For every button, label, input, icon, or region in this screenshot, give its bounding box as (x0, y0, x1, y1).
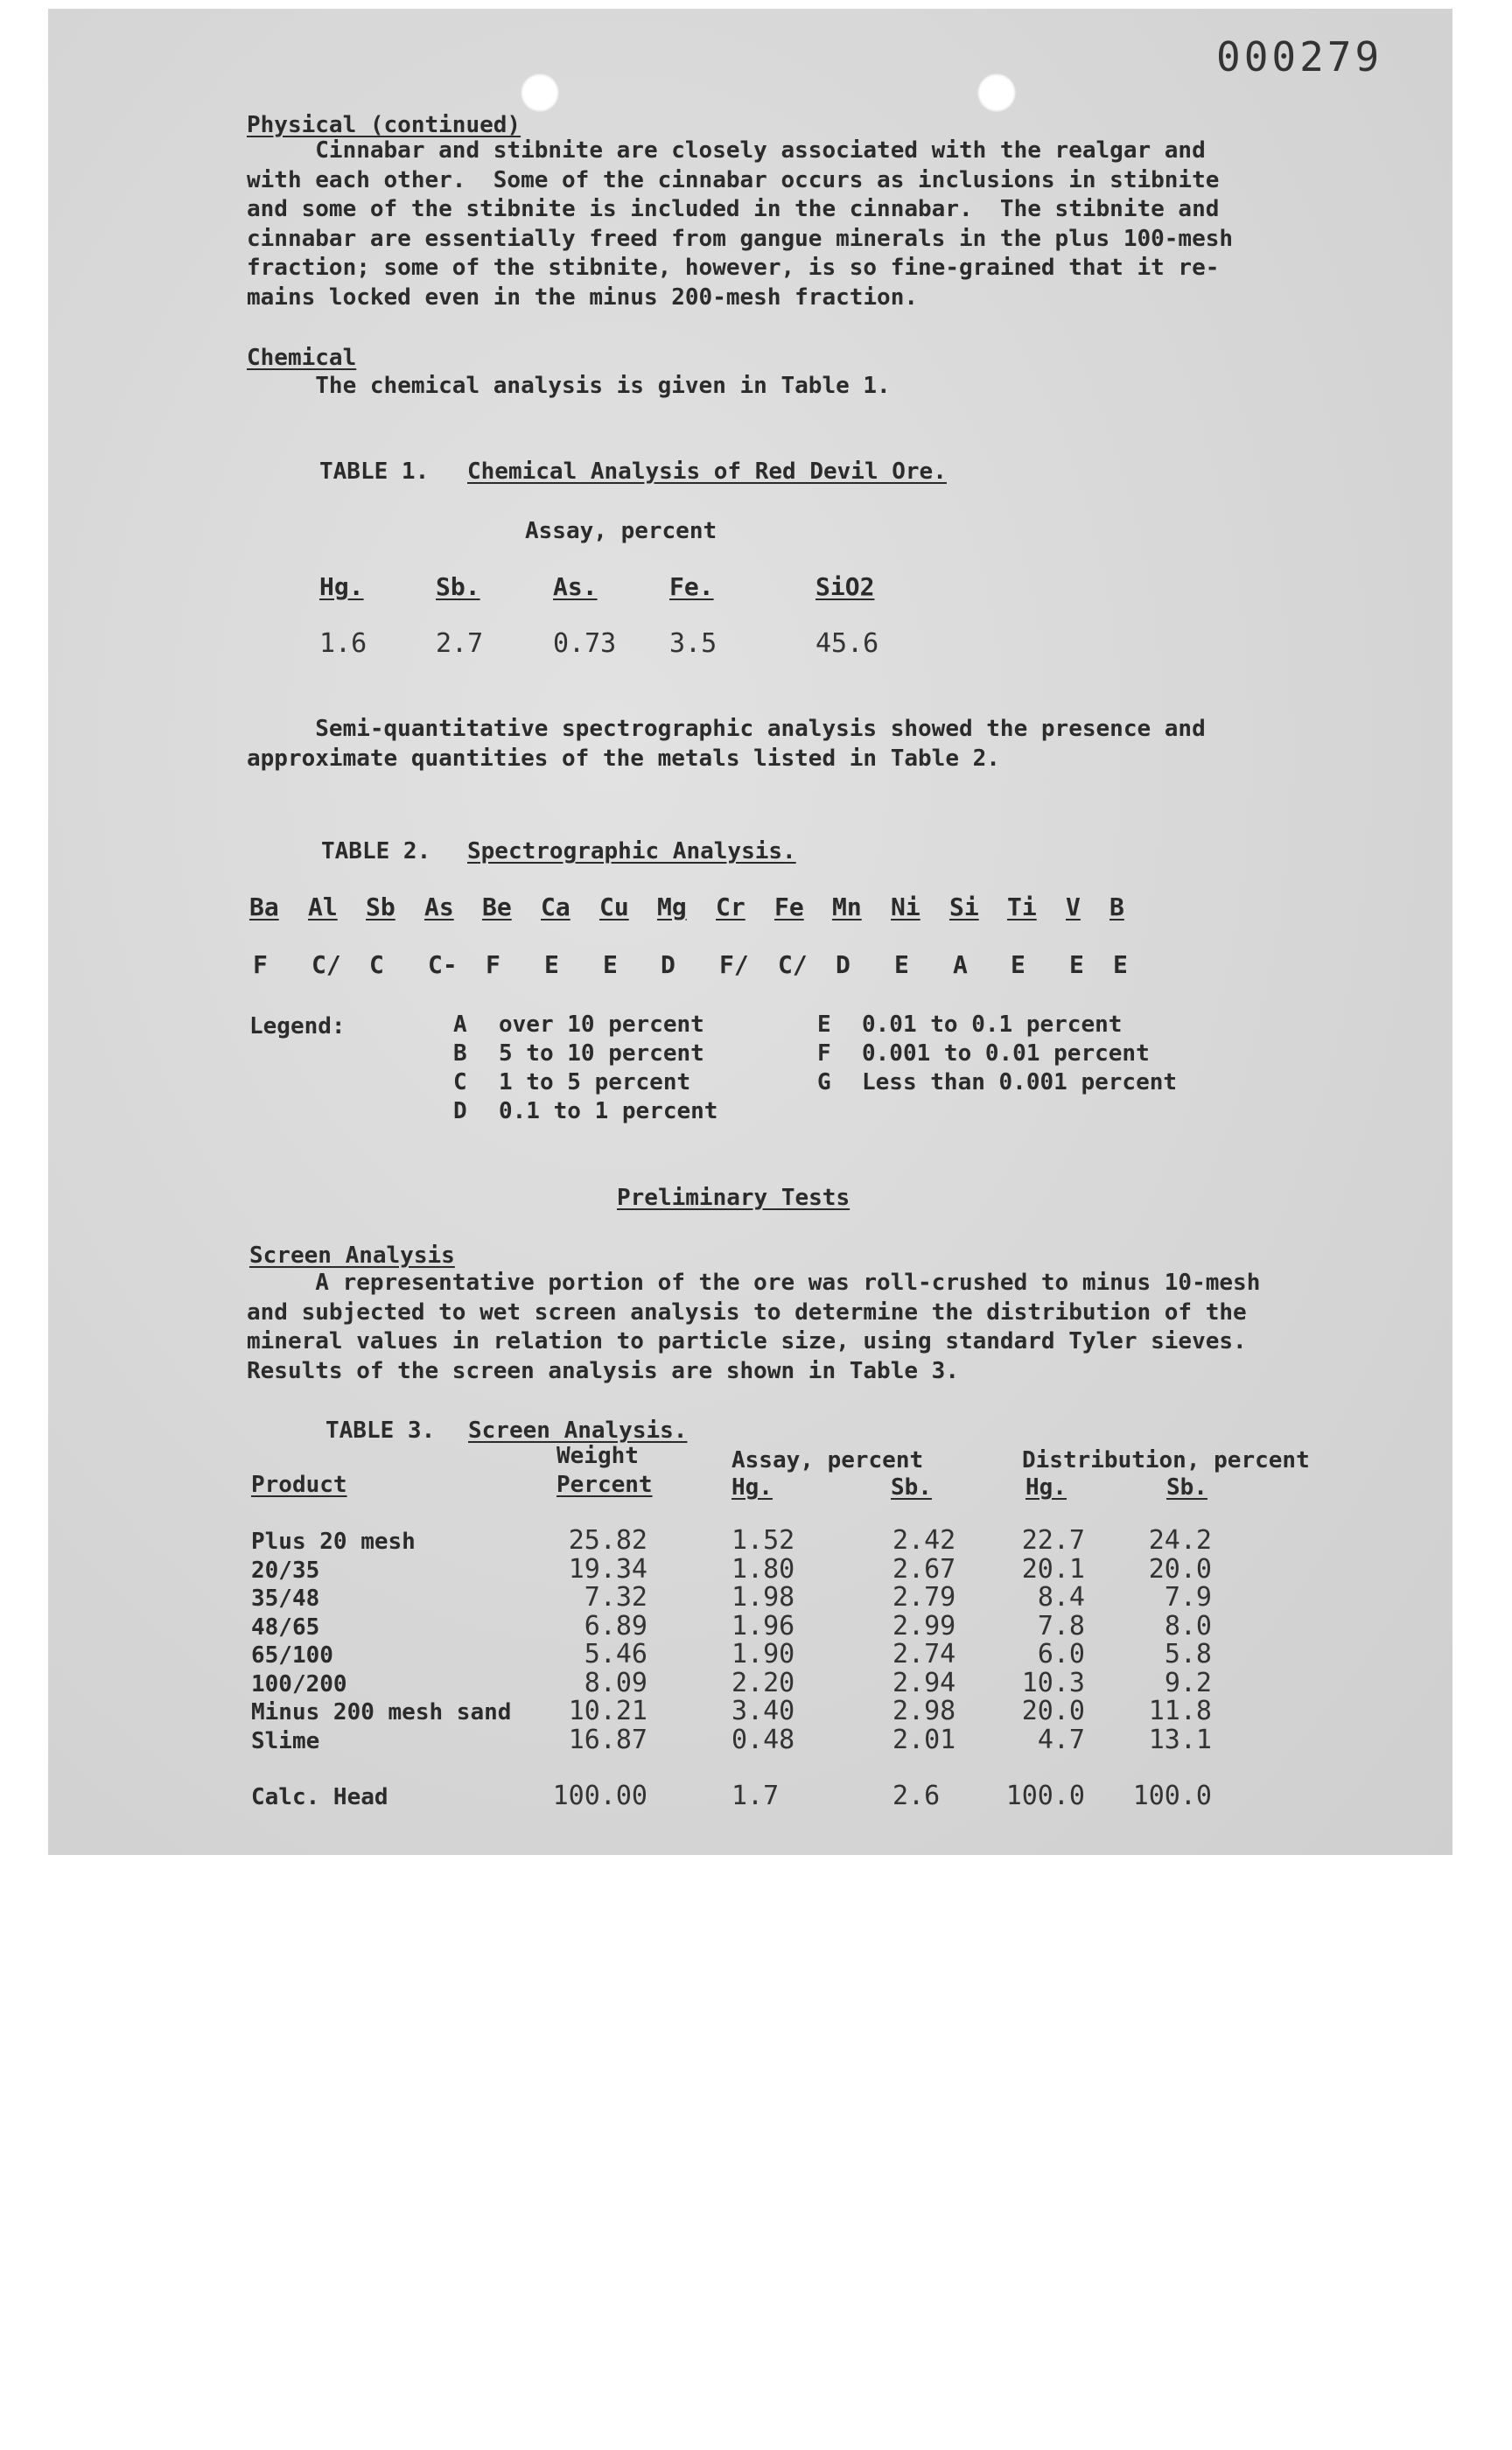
table3-weight: 7.32 (584, 1582, 648, 1613)
legend-text: 0.1 to 1 percent (499, 1098, 718, 1124)
table3-product: Slime (251, 1727, 320, 1754)
table2-element: Ni (891, 892, 920, 921)
table1-value: 2.7 (436, 628, 484, 659)
table3-assay-sb: 2.01 (892, 1724, 956, 1755)
table1-value: 1.6 (319, 628, 368, 659)
table3-dist-sb: 7.9 (1164, 1582, 1212, 1613)
table2-element: Cu (599, 892, 629, 921)
table3-weight: 100.00 (552, 1781, 648, 1811)
table3-dist-sb: 20.0 (1148, 1553, 1212, 1585)
screen-analysis-heading: Screen Analysis (249, 1242, 455, 1269)
screen-analysis-paragraph (247, 1269, 1260, 1386)
text-line: mineral values in relation to particle size, using standard Tyler sieves. (247, 1328, 1247, 1354)
table2-code: C (369, 950, 384, 979)
table3-weight-header: Weight (556, 1443, 639, 1469)
punch-hole (521, 74, 559, 112)
table3-assay-sb-header: Sb. (891, 1474, 932, 1501)
table3-dist-sb: 13.1 (1148, 1724, 1212, 1755)
table3-product: 48/65 (251, 1614, 320, 1641)
text-line: Semi-quantitative spectrographic analysis showed the presence and (247, 716, 1206, 742)
table3-assay-header: Assay, percent (732, 1447, 924, 1474)
table3-weight: 16.87 (568, 1724, 648, 1755)
text-line: Results of the screen analysis are shown in Table 3. (247, 1357, 959, 1384)
physical-heading: Physical (continued) (247, 112, 522, 138)
table3-assay-hg: 1.96 (732, 1610, 795, 1642)
table2-code: E (1113, 950, 1128, 979)
table1-value: 0.73 (553, 628, 617, 659)
table2-element: Be (482, 892, 512, 921)
table1-header: SiO2 (816, 572, 875, 601)
legend-text: 0.001 to 0.01 percent (862, 1040, 1150, 1067)
text-line: fraction; some of the stibnite, however, is so fine-grained that it re- (247, 255, 1220, 281)
punch-hole (977, 74, 1016, 112)
table1-header: Sb. (436, 572, 480, 601)
table2-code: E (1069, 950, 1084, 979)
table3-dist-hg: 7.8 (1037, 1610, 1085, 1642)
table3-assay-hg: 1.7 (732, 1781, 780, 1811)
table2-code: E (1011, 950, 1026, 979)
legend-code: D (453, 1098, 467, 1124)
table3-dist-sb: 8.0 (1164, 1610, 1212, 1642)
table2-element: B (1110, 892, 1124, 921)
text-line: mains locked even in the minus 200-mesh fraction. (247, 284, 919, 311)
table2-code: E (544, 950, 559, 979)
table2-element: Ba (249, 892, 279, 921)
table3-dist-hg: 22.7 (1021, 1525, 1085, 1556)
table2-code: E (603, 950, 618, 979)
table2-element: V (1066, 892, 1081, 921)
table3-weight: 10.21 (568, 1696, 648, 1726)
table3-assay-hg: 0.48 (732, 1724, 795, 1755)
text-line: and some of the stibnite is included in the cinnabar. The stibnite and (247, 196, 1220, 222)
legend-code: E (817, 1012, 831, 1038)
table2-element: Mg (657, 892, 687, 921)
table2-element: Si (949, 892, 979, 921)
table3-assay-hg: 1.52 (732, 1525, 795, 1556)
legend-label: Legend: (249, 1013, 346, 1040)
table3-distribution-header: Distribution, percent (1022, 1447, 1310, 1474)
legend-code: B (453, 1040, 467, 1067)
table1-subtitle: Assay, percent (525, 518, 718, 544)
table1-title: Chemical Analysis of Red Devil Ore. (467, 458, 947, 485)
table2-element: Mn (832, 892, 862, 921)
table3-assay-sb: 2.94 (892, 1667, 956, 1698)
table1-header: Fe. (669, 572, 714, 601)
table3-dist-hg: 20.0 (1021, 1696, 1085, 1726)
table1-header: As. (553, 572, 598, 601)
table3-weight: 6.89 (584, 1610, 648, 1642)
legend-text: 0.01 to 0.1 percent (862, 1012, 1123, 1038)
table3-assay-hg-header: Hg. (732, 1474, 773, 1501)
table3-assay-sb: 2.67 (892, 1553, 956, 1585)
legend-code: A (453, 1012, 467, 1038)
table1-value: 45.6 (816, 628, 879, 659)
table3-assay-hg: 1.98 (732, 1582, 795, 1613)
table3-dist-hg: 10.3 (1021, 1667, 1085, 1698)
table3-assay-sb: 2.6 (892, 1781, 941, 1811)
table2-code: F/ (719, 950, 749, 979)
table3-assay-hg: 3.40 (732, 1696, 795, 1726)
chemical-heading: Chemical (247, 345, 357, 371)
table1-label: TABLE 1. (319, 458, 430, 485)
table3-assay-hg: 1.90 (732, 1639, 795, 1670)
table3-dist-hg: 8.4 (1037, 1582, 1085, 1613)
table2-title: Spectrographic Analysis. (467, 838, 796, 864)
table2-element: Ti (1007, 892, 1037, 921)
table3-assay-sb: 2.74 (892, 1639, 956, 1670)
legend-text: 5 to 10 percent (499, 1040, 704, 1067)
table3-weight: 5.46 (584, 1639, 648, 1670)
physical-paragraph (247, 136, 1233, 312)
table3-dist-sb: 24.2 (1148, 1525, 1212, 1556)
table2-code: C/ (778, 950, 808, 979)
spectro-intro-paragraph (247, 715, 1206, 774)
table2-code: F (253, 950, 268, 979)
table2-element: Fe (774, 892, 804, 921)
table3-label: TABLE 3. (326, 1418, 436, 1444)
table3-title: Screen Analysis. (468, 1418, 688, 1444)
table2-code: A (953, 950, 968, 979)
table3-dist-sb: 100.0 (1132, 1781, 1212, 1811)
table2-label: TABLE 2. (321, 838, 431, 864)
table3-dist-sb: 5.8 (1164, 1639, 1212, 1670)
table3-assay-sb: 2.79 (892, 1582, 956, 1613)
table3-product-header: Product (251, 1472, 347, 1498)
legend-text: 1 to 5 percent (499, 1069, 691, 1096)
table1-header: Hg. (319, 572, 364, 601)
text-line: A representative portion of the ore was roll-crushed to minus 10-mesh (247, 1270, 1261, 1296)
text-line: and subjected to wet screen analysis to determine the distribution of the (247, 1298, 1247, 1326)
text-line: cinnabar are essentially freed from gangue minerals in the plus 100-mesh (247, 225, 1234, 252)
table2-element: Ca (541, 892, 570, 921)
table3-product: 20/35 (251, 1557, 320, 1584)
text-line: approximate quantities of the metals listed in Table 2. (247, 745, 1000, 772)
table3-assay-sb: 2.98 (892, 1696, 956, 1726)
table3-product: Minus 200 mesh sand (251, 1699, 512, 1726)
table3-product: 35/48 (251, 1586, 320, 1612)
table3-dist-hg: 6.0 (1037, 1639, 1085, 1670)
table2-element: Cr (716, 892, 746, 921)
table3-weight: 19.34 (568, 1553, 648, 1585)
document-number: 000279 (1216, 33, 1383, 80)
table2-element: Sb (366, 892, 396, 921)
table3-product: Plus 20 mesh (251, 1529, 416, 1555)
table2-element: Al (308, 892, 338, 921)
legend-code: C (453, 1069, 467, 1096)
table3-product: 65/100 (251, 1642, 333, 1669)
table3-dist-sb-header: Sb. (1166, 1474, 1208, 1501)
text-line: Cinnabar and stibnite are closely associated with the realgar and (247, 137, 1206, 164)
table3-assay-hg: 2.20 (732, 1667, 795, 1698)
table1-value: 3.5 (669, 628, 718, 659)
table3-weight: 25.82 (568, 1525, 648, 1556)
table3-dist-hg: 4.7 (1037, 1724, 1085, 1755)
table3-assay-hg: 1.80 (732, 1553, 795, 1585)
legend-code: G (817, 1069, 831, 1096)
table3-weight: 8.09 (584, 1667, 648, 1698)
preliminary-heading: Preliminary Tests (617, 1185, 850, 1211)
table3-dist-hg: 20.1 (1021, 1553, 1085, 1585)
table3-dist-hg: 100.0 (1005, 1781, 1085, 1811)
table3-assay-sb: 2.99 (892, 1610, 956, 1642)
table3-product: 100/200 (251, 1670, 347, 1698)
table3-dist-sb: 9.2 (1164, 1667, 1212, 1698)
legend-text: Less than 0.001 percent (862, 1069, 1178, 1096)
table2-code: D (661, 950, 676, 979)
chemical-text: The chemical analysis is given in Table 1. (247, 373, 891, 399)
legend-text: over 10 percent (499, 1012, 704, 1038)
table3-product: Calc. Head (251, 1784, 388, 1810)
table3-assay-sb: 2.42 (892, 1525, 956, 1556)
table2-code: E (894, 950, 909, 979)
table2-code: F (486, 950, 500, 979)
table2-code: C- (428, 950, 458, 979)
table3-dist-hg-header: Hg. (1026, 1474, 1067, 1501)
legend-code: F (817, 1040, 831, 1067)
table2-code: D (836, 950, 850, 979)
table3-dist-sb: 11.8 (1148, 1696, 1212, 1726)
table2-element: As (424, 892, 454, 921)
text-line: with each other. Some of the cinnabar occurs as inclusions in stibnite (247, 166, 1220, 193)
table3-percent-header: Percent (556, 1472, 653, 1498)
table2-code: C/ (312, 950, 341, 979)
